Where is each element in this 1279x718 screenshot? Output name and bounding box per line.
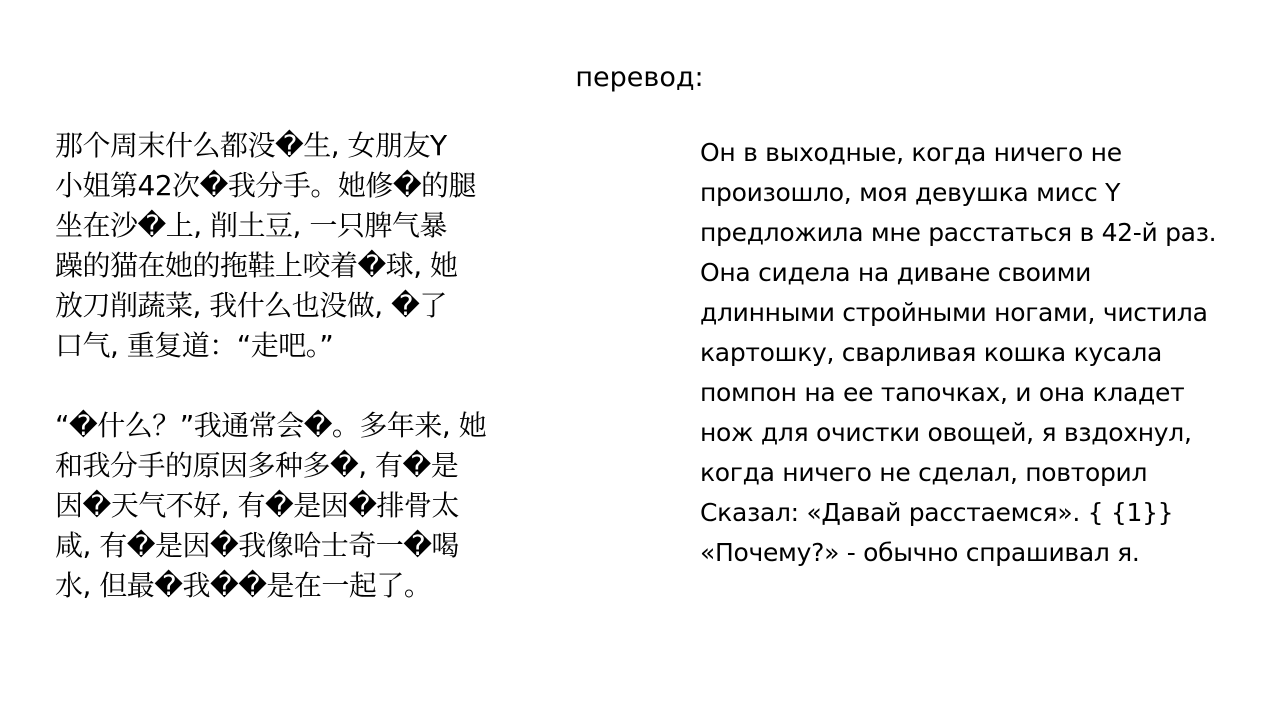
chinese-paragraph-1 (55, 126, 555, 366)
text-line: произошло, моя девушка мисс Y (700, 178, 1121, 207)
text-line: картошку, сварливая кошка кусала (700, 338, 1163, 367)
page-title: перевод: (575, 62, 704, 93)
chinese-original-text (55, 126, 555, 646)
text-line: Она сидела на диване своими (700, 258, 1092, 287)
text-line: “�什么？”我通常会�。多年来, 她 (55, 409, 487, 442)
russian-translation-text (700, 133, 1279, 573)
text-line: 躁的猫在她的拖鞋上咬着�球, 她 (55, 249, 458, 282)
text-line: 因�天气不好, 有�是因�排骨太 (55, 489, 459, 522)
text-line: «Почему?» - обычно спрашивал я. (700, 538, 1140, 567)
text-line: Сказал: «Давай расстаемся». { {1}} (700, 498, 1174, 527)
text-line: когда ничего не сделал, повторил (700, 458, 1148, 487)
text-line: 放刀削蔬菜, 我什么也没做, �了 (55, 289, 447, 322)
text-line: 那个周末什么都没�生, 女朋友Y (55, 129, 447, 162)
text-line: 口气, 重复道：“走吧。” (55, 329, 334, 362)
text-line: 小姐第42次�我分手。她修�的腿 (55, 169, 477, 202)
text-line: 坐在沙�上, 削土豆, 一只脾气暴 (55, 209, 447, 242)
text-line: Он в выходные, когда ничего не (700, 138, 1122, 167)
text-line: 水, 但最�我��是在一起了。 (55, 569, 432, 602)
text-line: 和我分手的原因多种多�, 有�是 (55, 449, 459, 482)
text-line: длинными стройными ногами, чистила (700, 298, 1208, 327)
chinese-paragraph-2 (55, 406, 555, 606)
text-line: 咸, 有�是因�我像哈士奇一�喝 (55, 529, 459, 562)
text-line: помпон на ее тапочках, и она кладет (700, 378, 1185, 407)
text-line: нож для очистки овощей, я вздохнул, (700, 418, 1192, 447)
text-line: предложила мне расстаться в 42-й раз. (700, 218, 1217, 247)
